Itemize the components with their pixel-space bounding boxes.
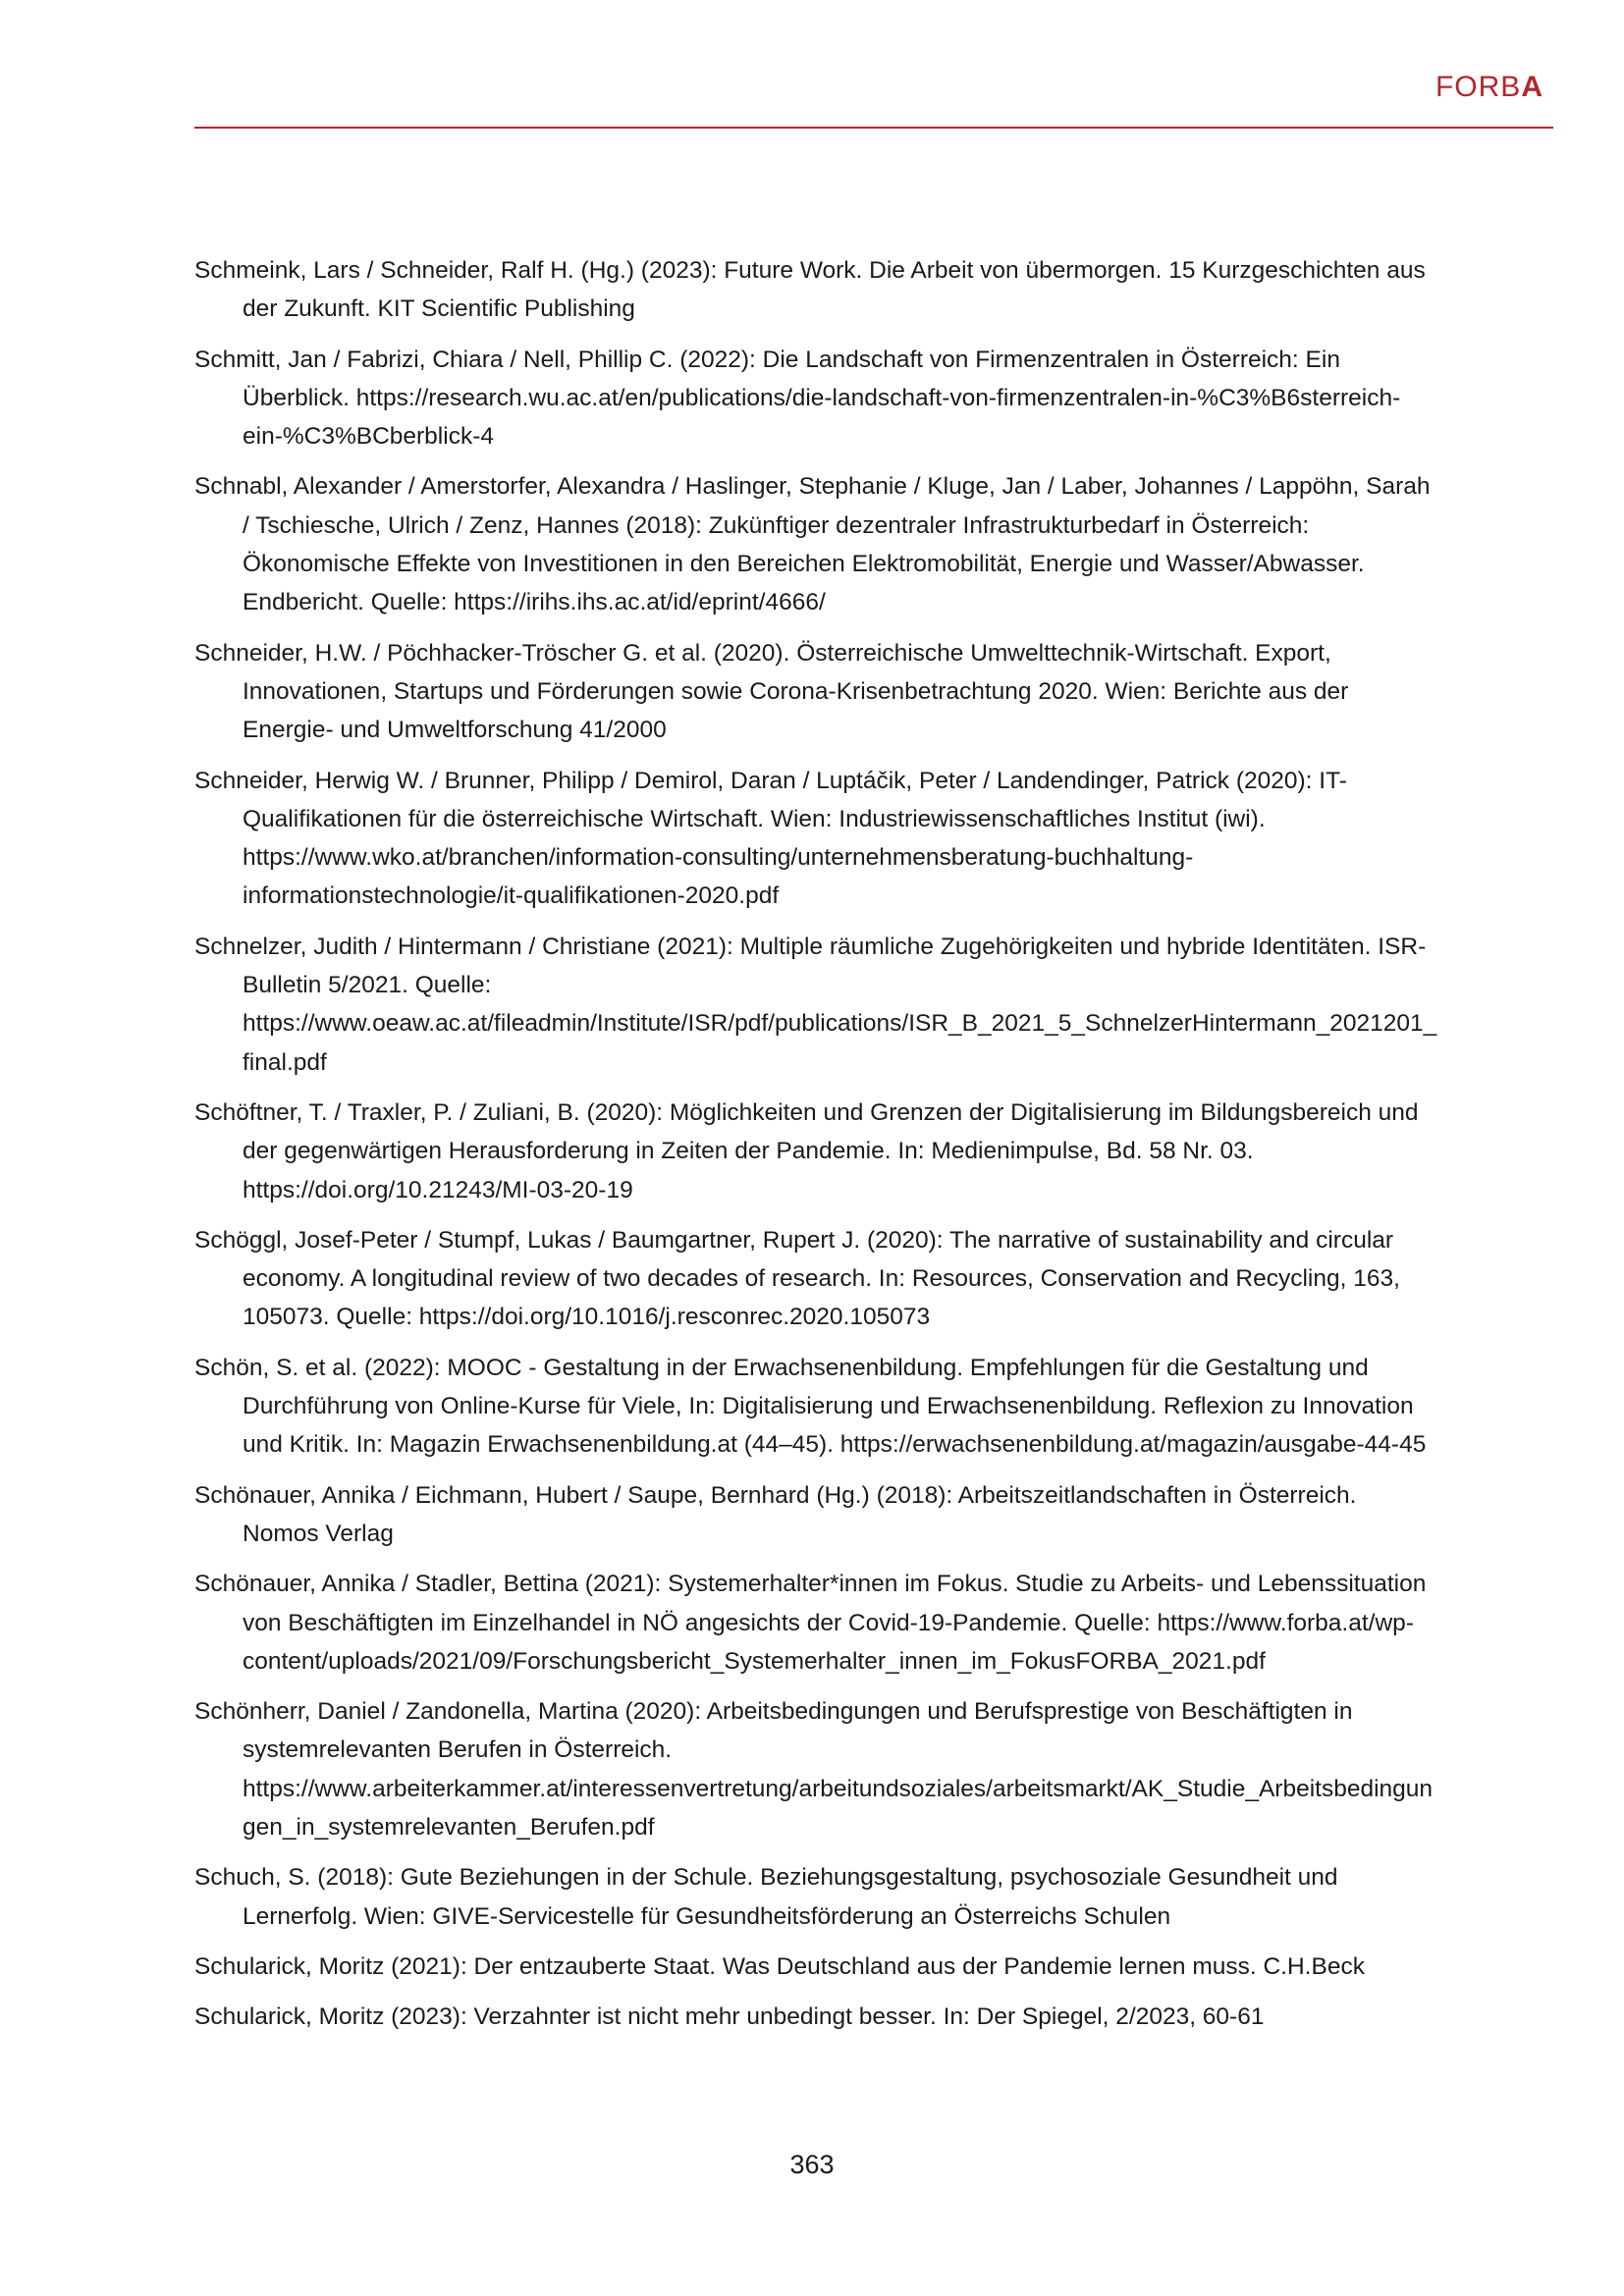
reference-entry: Schönauer, Annika / Eichmann, Hubert / Saupe, Bernhard (Hg.) (2018): Arbeitszeitlandschaften in Österreich. Nomos Verlag (194, 1481, 1357, 1547)
reference-entry: Schneider, H.W. / Pöchhacker-Tröscher G. et al. (2020). Österreichische Umwelttechnik-Wirtschaft. Export, Innovationen, Startups und Förderungen sowie Corona-Krisenbetrachtung 2020. Wien: Berichte aus der Energie- und Umweltforschung 41/2000 (194, 639, 1349, 744)
brand-suffix: A (1521, 71, 1543, 103)
reference-entry: Schnelzer, Judith / Hintermann / Christiane (2021): Multiple räumliche Zugehörigkeiten und hybride Identitäten. ISR-Bulletin 5/2021. Quelle: https://www.oeaw.ac.at/fileadmin/Institute/ISR/pdf/publications/ISR_B_2021_5_SchnelzerHintermann_2021201_final.pdf (194, 933, 1437, 1076)
reference-entry: Schön, S. et al. (2022): MOOC - Gestaltung in der Erwachsenenbildung. Empfehlungen für die Gestaltung und Durchführung von Online-Kurse für Viele, In: Digitalisierung und Erwachsenenbildung. Reflexion zu Innovation und Kritik. In: Magazin Erwachsenenbildung.at (44–45). https://erwachsenenbildung.at/magazin/ausgabe-44-45 (194, 1354, 1427, 1459)
reference-entry: Schöggl, Josef-Peter / Stumpf, Lukas / Baumgartner, Rupert J. (2020): The narrative of sustainability and circular economy. A longitudinal review of two decades of research. In: Resources, Conservation and Recycling, 163, 105073. Quelle: https://doi.org/10.1016/j.resconrec.2020.105073 (194, 1226, 1400, 1331)
header-rule (194, 127, 1553, 129)
reference-entry: Schöftner, T. / Traxler, P. / Zuliani, B. (2020): Möglichkeiten und Grenzen der Digitalisierung im Bildungsbereich und der gegenwärtigen Herausforderung in Zeiten der Pandemie. In: Medienimpulse, Bd. 58 Nr. 03. https://doi.org/10.21243/MI-03-20-19 (194, 1098, 1419, 1203)
reference-list (194, 251, 1437, 2048)
reference-entry: Schnabl, Alexander / Amerstorfer, Alexandra / Haslinger, Stephanie / Kluge, Jan / Laber, Johannes / Lappöhn, Sarah / Tschiesche, Ulrich / Zenz, Hannes (2018): Zukünftiger dezentraler Infrastrukturbedarf in Österreich: Ökonomische Effekte von Investitionen in den Bereichen Elektromobilität, Energie und Wasser/Abwasser. Endbericht. Quelle: https://irihs.ihs.ac.at/id/eprint/4666/ (194, 473, 1431, 616)
reference-entry: Schularick, Moritz (2023): Verzahnter ist nicht mehr unbedingt besser. In: Der Spiegel, 2/2023, 60-61 (194, 2003, 1265, 2031)
reference-entry: Schönauer, Annika / Stadler, Bettina (2021): Systemerhalter*innen im Fokus. Studie zu Arbeits- und Lebenssituation von Beschäftigten im Einzelhandel in NÖ angesichts der Covid-19-Pandemie. Quelle: https://www.forba.at/wp-content/uploads/2021/09/Forschungsbericht_Systemerhalter_innen_im_FokusFORBA_2021.pdf (194, 1571, 1427, 1675)
reference-entry: Schneider, Herwig W. / Brunner, Philipp / Demirol, Daran / Luptáčik, Peter / Landendinger, Patrick (2020): IT-Qualifikationen für die österreichische Wirtschaft. Wien: Industriewissenschaftliches Institut (iwi). https://www.wko.at/branchen/information-consulting/unternehmensberatung-buchhaltung-informationstechnologie/it-qualifikationen-2020.pdf (194, 767, 1347, 910)
reference-entry: Schönherr, Daniel / Zandonella, Martina (2020): Arbeitsbedingungen und Berufsprestige von Beschäftigten in systemrelevanten Berufen in Österreich. https://www.arbeiterkammer.at/interessenvertretung/arbeitundsoziales/arbeitsmarkt/AK_Studie_Arbeitsbedingungen_in_systemrelevanten_Berufen.pdf (194, 1698, 1434, 1841)
reference-entry: Schmitt, Jan / Fabrizi, Chiara / Nell, Phillip C. (2022): Die Landschaft von Firmenzentralen in Österreich: Ein Überblick. https://research.wu.ac.at/en/publications/die-landschaft-von-firmenzentralen-in-%C3%B6sterreich-ein-%C3%BCberblick-4 (194, 346, 1401, 451)
reference-entry: Schuch, S. (2018): Gute Beziehungen in der Schule. Beziehungsgestaltung, psychosoziale Gesundheit und Lernerfolg. Wien: GIVE-Servicestelle für Gesundheitsförderung an Österreichs Schulen (194, 1864, 1338, 1930)
reference-entry: Schularick, Moritz (2021): Der entzauberte Staat. Was Deutschland aus der Pandemie lernen muss. C.H.Beck (194, 1952, 1365, 1980)
brand-prefix: FORB (1435, 71, 1522, 103)
header-brand (1435, 71, 1543, 104)
reference-entry: Schmeink, Lars / Schneider, Ralf H. (Hg.) (2023): Future Work. Die Arbeit von übermorgen. 15 Kurzgeschichten aus der Zukunft. KIT Scientific Publishing (194, 257, 1426, 323)
page-number: 363 (789, 2150, 835, 2179)
